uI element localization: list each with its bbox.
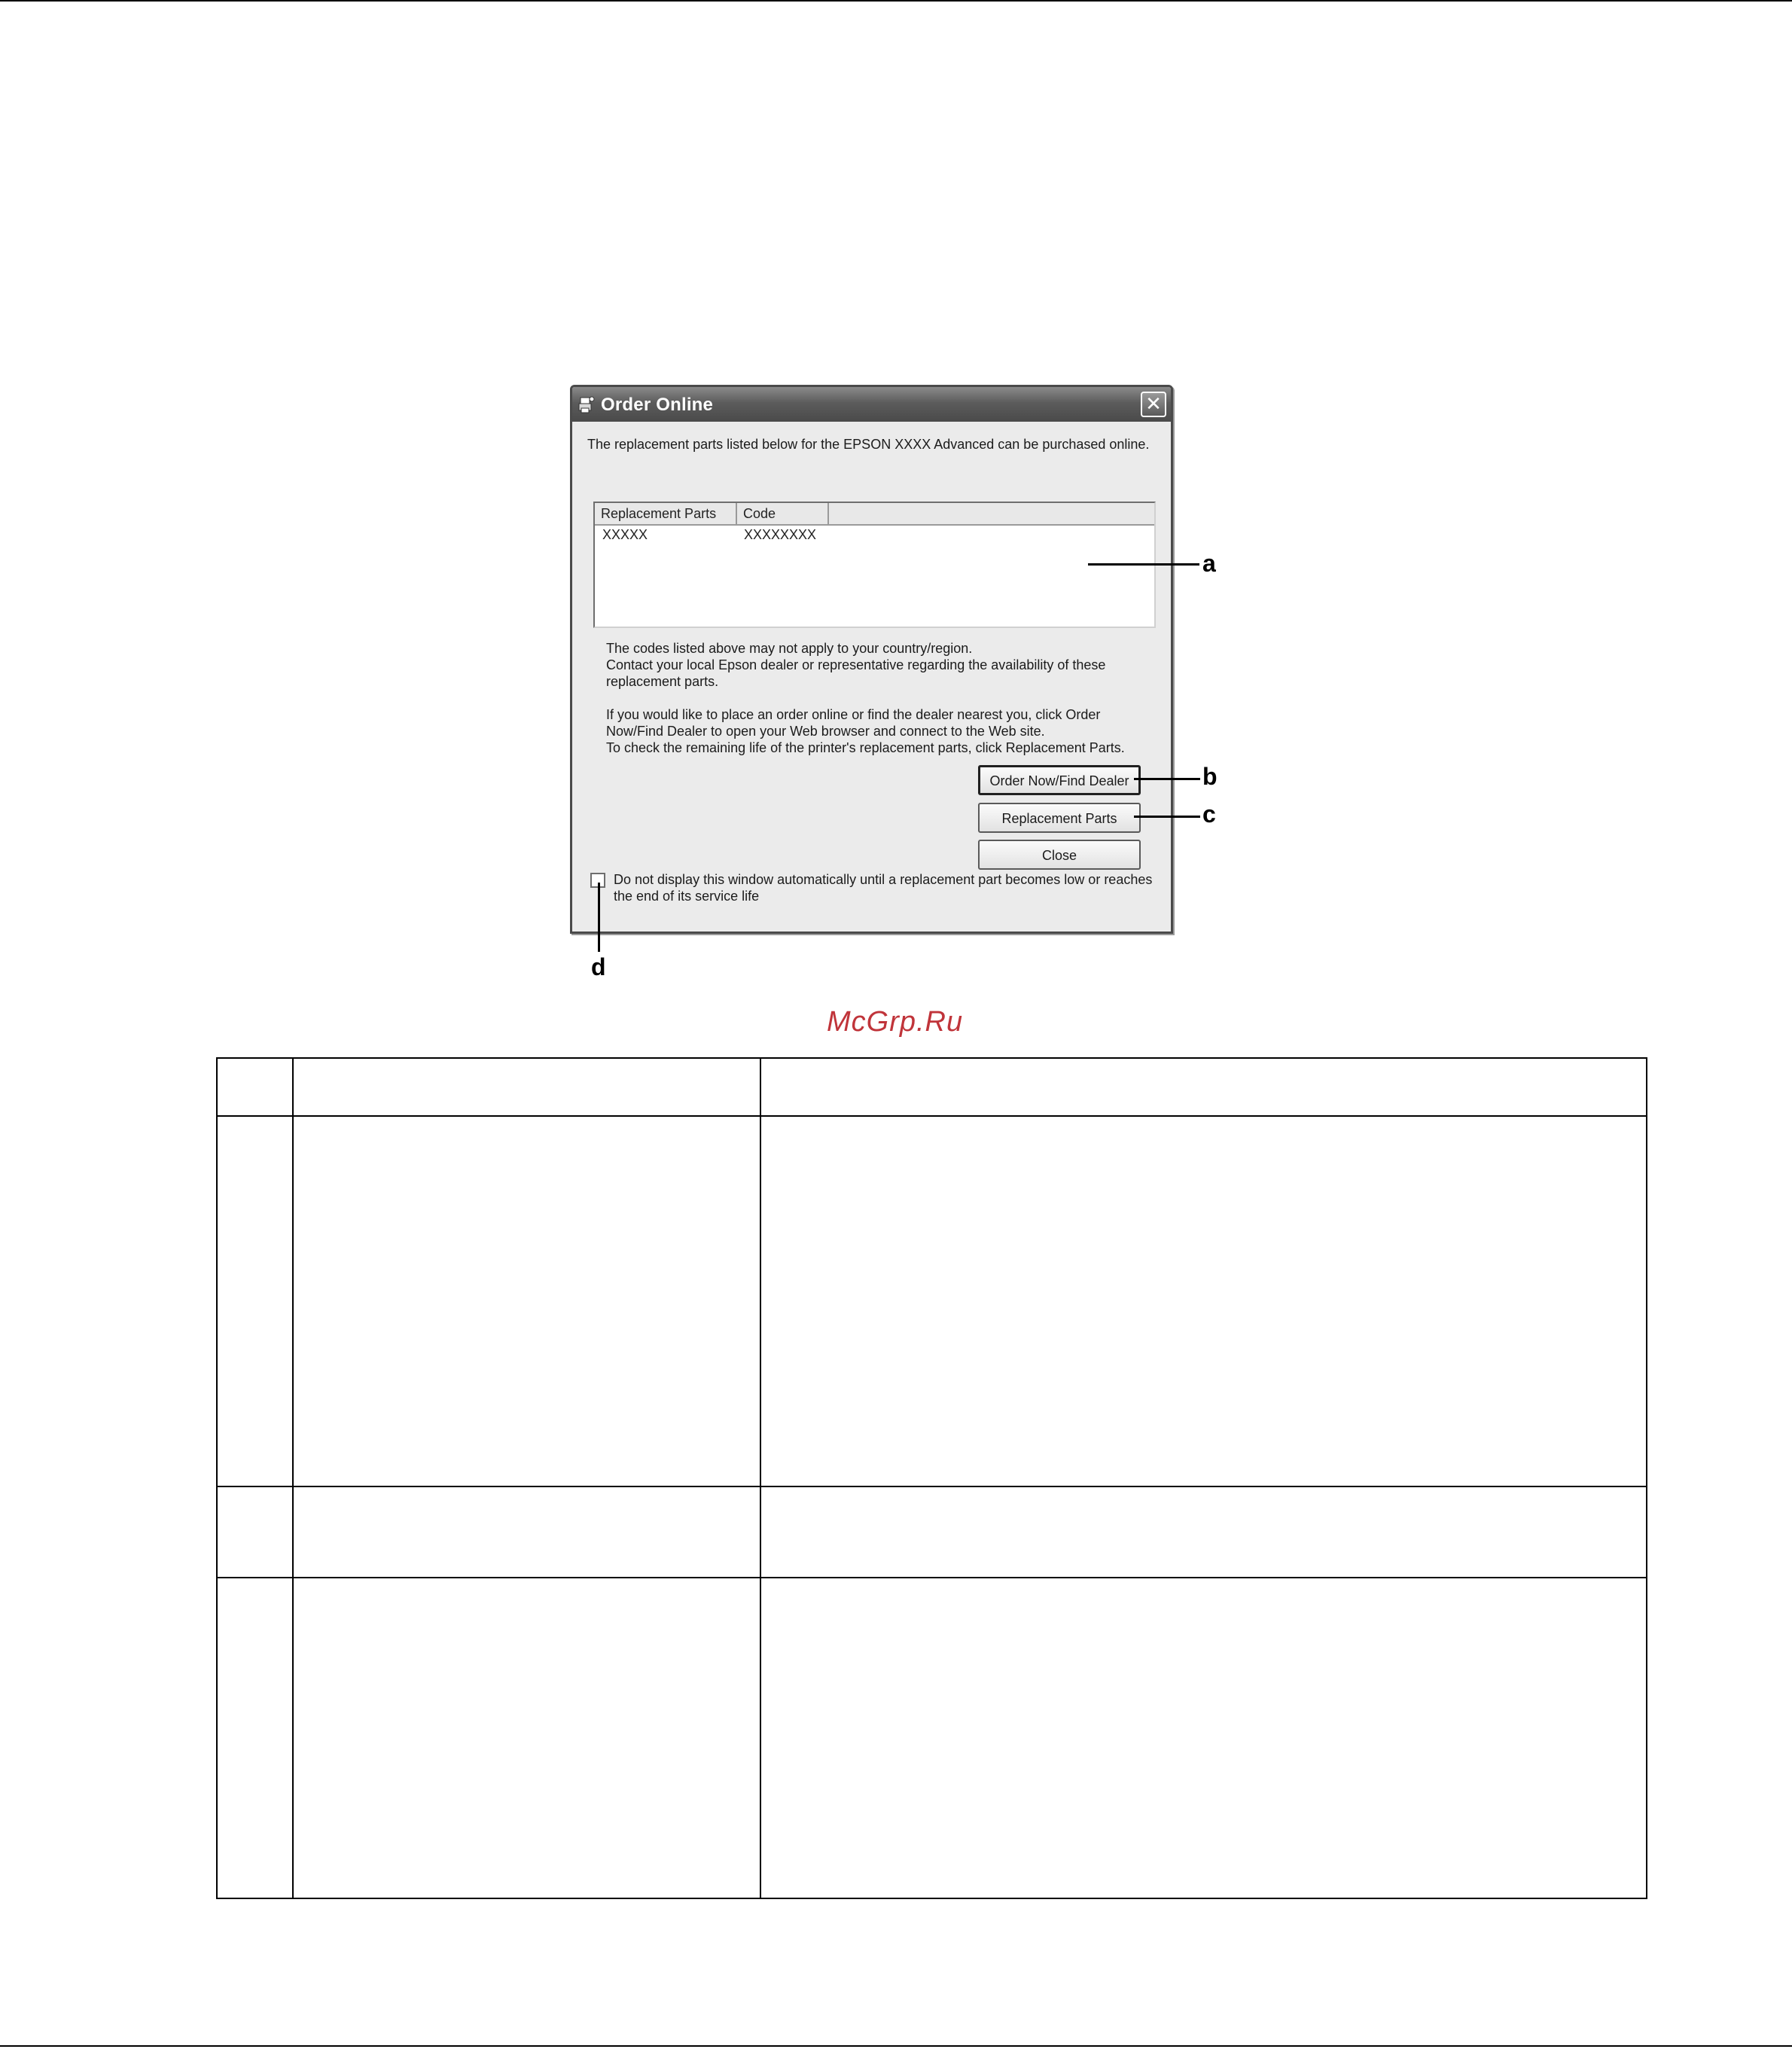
bottom-rule <box>0 2045 1792 2047</box>
table-row-divider <box>218 1115 1646 1117</box>
order-online-dialog <box>570 385 1173 934</box>
top-rule <box>0 0 1792 2</box>
replacement-parts-list[interactable] <box>593 502 1156 628</box>
intro-text: The replacement parts listed below for the EPSON XXXX Advanced can be purchased online. <box>587 437 1150 452</box>
part-name-cell: XXXXX <box>602 527 648 542</box>
column-header-code[interactable]: Code <box>737 503 829 524</box>
callout-d-leader <box>598 883 600 952</box>
table-row-divider <box>218 1577 1646 1578</box>
table-column-divider <box>292 1059 294 1898</box>
info-line-1: If you would like to place an order online or find the dealer nearest you, click Order <box>606 707 1101 722</box>
checkbox-label-line-2: the end of its service life <box>614 889 760 904</box>
column-header-replacement-parts[interactable]: Replacement Parts <box>595 503 737 524</box>
order-now-find-dealer-button[interactable]: Order Now/Find Dealer <box>978 765 1141 795</box>
close-button[interactable]: Close <box>978 840 1141 870</box>
callout-b-leader <box>1134 778 1200 780</box>
notice-line-1: The codes listed above may not apply to your country/region. <box>606 641 973 656</box>
table-column-divider <box>760 1059 761 1898</box>
list-header <box>595 503 1154 526</box>
callout-a-leader <box>1088 563 1199 566</box>
table-row-divider <box>218 1486 1646 1487</box>
close-icon: ✕ <box>1145 392 1162 415</box>
callout-c-leader <box>1134 816 1200 818</box>
part-code-cell: XXXXXXXX <box>744 527 817 542</box>
notice-line-3: replacement parts. <box>606 674 719 689</box>
dialog-title: Order Online <box>601 395 714 415</box>
callout-d-label: d <box>591 953 606 980</box>
notice-line-2: Contact your local Epson dealer or representative regarding the availability of these <box>606 657 1106 672</box>
dialog-titlebar[interactable] <box>572 387 1171 422</box>
callout-c-label: c <box>1202 800 1216 828</box>
close-window-button[interactable] <box>1141 392 1166 417</box>
checkbox-label[interactable] <box>614 871 1152 904</box>
info-line-3: To check the remaining life of the printer's replacement parts, click Replacement Parts. <box>606 740 1125 755</box>
replacement-parts-button[interactable]: Replacement Parts <box>978 803 1141 833</box>
info-line-2: Now/Find Dealer to open your Web browser and connect to the Web site. <box>606 724 1045 739</box>
checkbox-label-line-1: Do not display this window automatically until a replacement part becomes low or reaches <box>614 872 1153 887</box>
callout-a-label: a <box>1202 550 1216 577</box>
description-table <box>216 1057 1647 1899</box>
callout-b-label: b <box>1202 763 1218 790</box>
printer-icon <box>578 395 595 414</box>
watermark: McGrp.Ru <box>827 1006 964 1038</box>
